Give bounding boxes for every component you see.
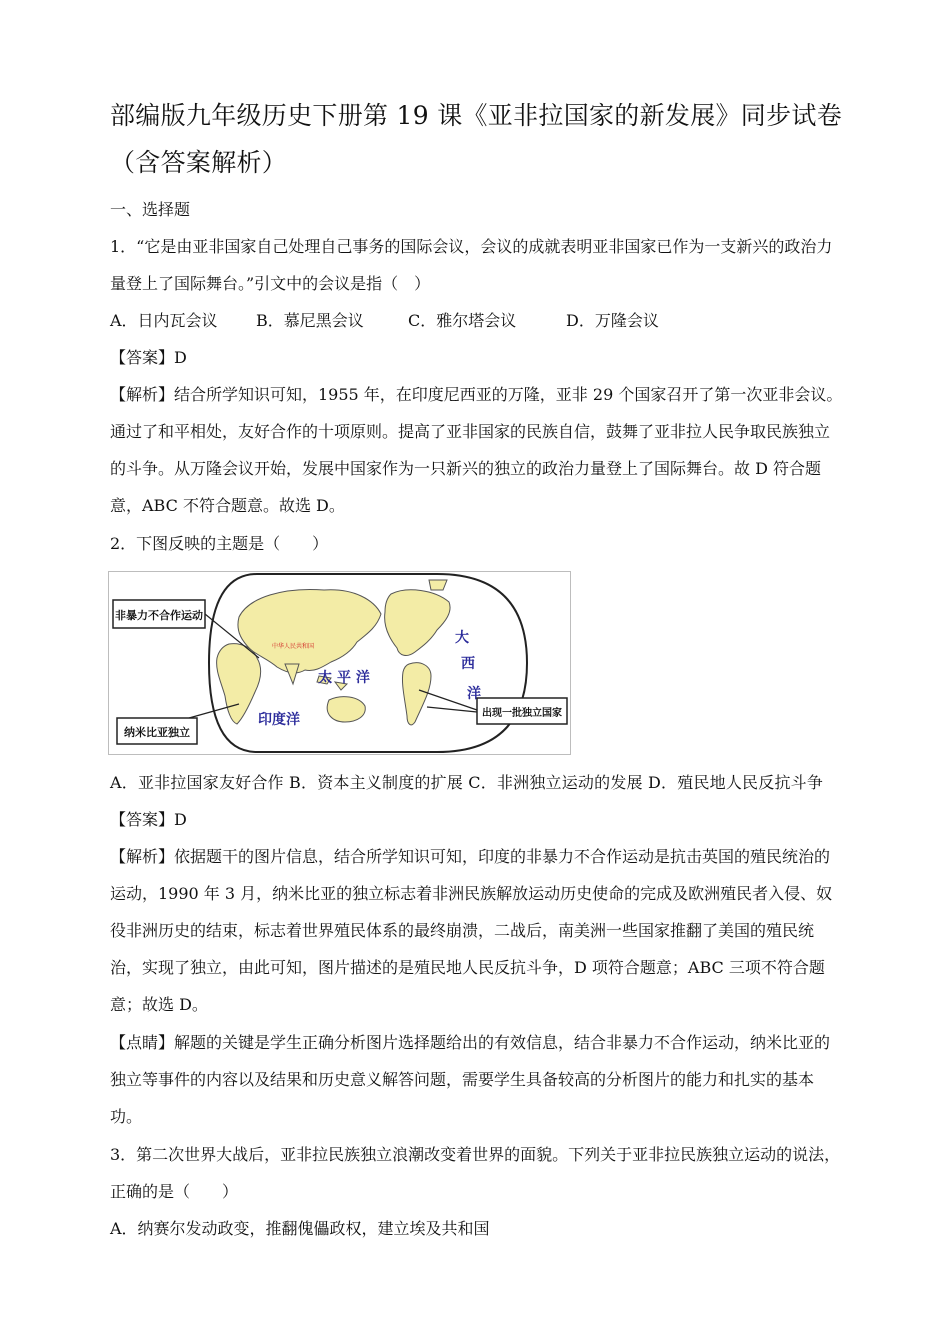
label-atlantic-char-2: 西 <box>461 656 475 672</box>
question-2-comment: 【点睛】解题的关键是学生正确分析图片选择题给出的有效信息，结合非暴力不合作运动，纳米比亚的独立等事件的内容以及结果和历史意义解答问题，需要学生具备较高的分析图片的能力和扎实的基本功。 <box>110 1033 831 1126</box>
question-2-analysis: 【解析】依据题干的图片信息，结合所学知识可知，印度的非暴力不合作运动是抗击英国的殖民统治的运动，1990 年 3 月，纳米比亚的独立标志着非洲民族解放运动历史使命的完成及欧洲殖民者入侵、奴役非洲历史的结束，标志着世界殖民体系的最终崩溃，二战后，南美洲一些国家推翻了美国的殖民统治，实现了独立，由此可知，图片描述的是殖民地人民反抗斗争，D 项符合题意；ABC 三项不符合题意；故选 D。 <box>110 847 833 1014</box>
label-latam: 出现一批独立国家 <box>482 708 562 719</box>
question-3-option-a: A．纳赛尔发动政变，推翻傀儡政权，建立埃及共和国 <box>110 1219 490 1238</box>
australia-landmass <box>327 697 365 722</box>
label-india: 非暴力不合作运动 <box>115 609 203 622</box>
label-china: 中华人民共和国 <box>271 643 315 650</box>
section-heading: 一、选择题 <box>110 200 191 219</box>
question-2-options: A．亚非拉国家友好合作 B．资本主义制度的扩展 C．非洲独立运动的发展 D．殖民地人民反抗斗争 <box>110 773 824 792</box>
world-map <box>109 572 570 754</box>
question-2-stem: 2．下图反映的主题是（ ） <box>110 534 329 553</box>
question-1-stem: 1．“它是由亚非国家自己处理自己事务的国际会议，会议的成就表明亚非国家已作为一支新兴的政治力量登上了国际舞台。”引文中的会议是指（ ） <box>110 237 833 293</box>
option-c: C．雅尔塔会议 <box>408 311 517 330</box>
label-pacific-ocean: 太 平 洋 <box>318 670 370 686</box>
label-indian-ocean: 印度洋 <box>258 712 300 728</box>
option-a: A．日内瓦会议 <box>110 311 218 330</box>
label-atlantic-char-3: 洋 <box>467 686 481 702</box>
option-d: D．万隆会议 <box>566 311 659 330</box>
question-2-answer: 【答案】D <box>110 810 187 829</box>
world-map-figure <box>108 571 571 755</box>
document-title: 部编版九年级历史下册第 19 课《亚非拉国家的新发展》同步试卷（含答案解析） <box>110 101 843 177</box>
label-namibia: 纳米比亚独立 <box>124 726 190 739</box>
question-3-stem: 3．第二次世界大战后，亚非拉民族独立浪潮改变着世界的面貌。下列关于亚非拉民族独立运动的说法，正确的是（ ） <box>110 1145 841 1201</box>
question-1-answer: 【答案】D <box>110 348 187 367</box>
option-b: B．慕尼黑会议 <box>256 311 364 330</box>
question-1-analysis: 【解析】结合所学知识可知，1955 年，在印度尼西亚的万隆，亚非 29 个国家召开了第一次亚非会议。通过了和平相处，友好合作的十项原则。提高了亚非国家的民族自信，鼓舞了亚非拉人民争取民族独立的斗争。从万隆会议开始，发展中国家作为一只新兴的独立的政治力量登上了国际舞台。故 D 符合题意，ABC 不符合题意。故选 D。 <box>110 385 843 515</box>
label-atlantic-char-1: 大 <box>455 630 469 646</box>
question-1-options <box>110 302 845 339</box>
